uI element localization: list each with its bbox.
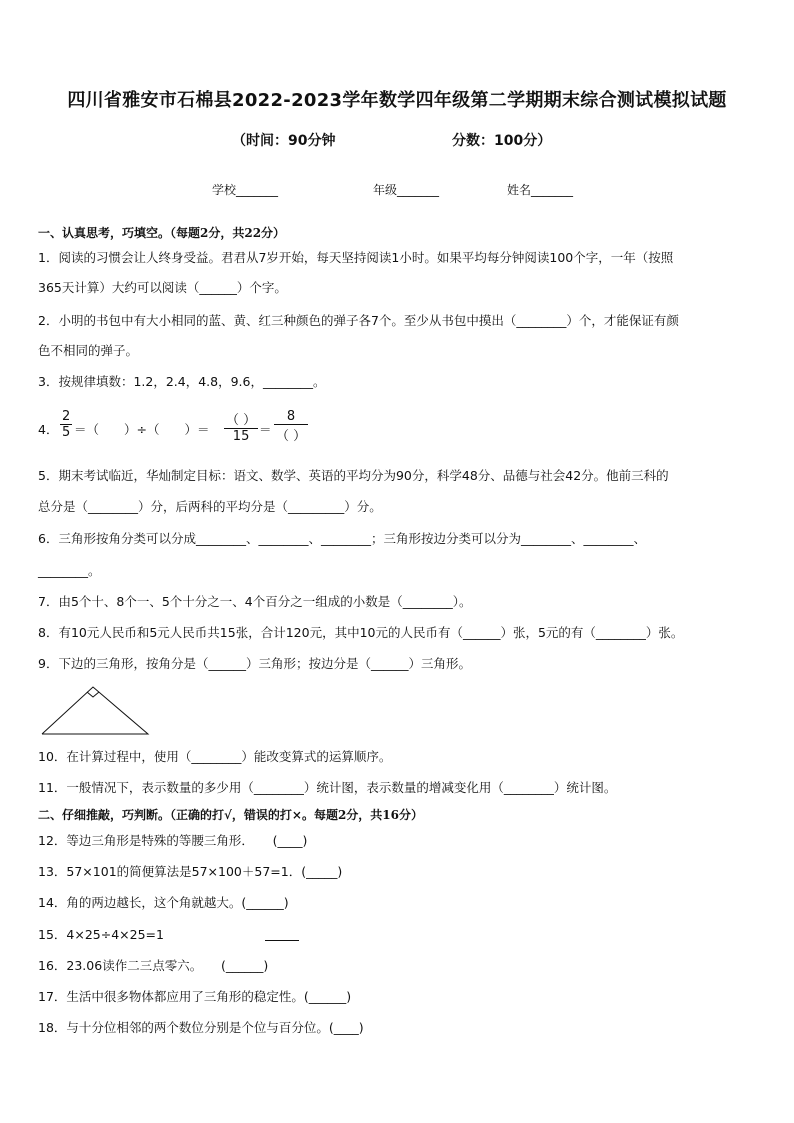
fraction-denominator: 15	[232, 429, 250, 444]
time-label: （时间：90分钟	[232, 133, 336, 149]
question-5-line-2: 总分是（________）分，后两科的平均分是（_________）分。	[38, 499, 382, 514]
school-field: 学校_______	[212, 183, 279, 197]
question-1-line-2: 365天计算）大约可以阅读（______）个字。	[38, 280, 287, 295]
question-16: 16．23.06读作二三点零六。 (______)	[38, 958, 269, 973]
question-4-fraction-1	[60, 409, 72, 440]
question-18: 18．与十分位相邻的两个数位分别是个位与百分位。(____)	[38, 1020, 364, 1035]
page-title: 四川省雅安市石棉县2022-2023学年数学四年级第二学期期末综合测试模拟试题	[67, 90, 727, 111]
question-15-answer-blank	[265, 939, 299, 941]
question-14: 14．角的两边越长，这个角就越大。(______)	[38, 895, 289, 910]
question-2-line-1: 2．小明的书包中有大小相同的蓝、黄、红三种颜色的弹子各7个。至少从书包中摸出（________）个，才能保证有颜	[38, 313, 679, 328]
fraction-denominator: 5	[62, 425, 71, 440]
section-2-heading: 二、仔细推敲，巧判断。（正确的打√，错误的打×。每题2分，共16分）	[38, 808, 423, 822]
question-8: 8．有10元人民币和5元人民币共15张，合计120元，其中10元的人民币有（______）张，5元的有（________）张。	[38, 625, 684, 640]
question-9: 9．下边的三角形，按角分是（______）三角形；按边分是（______）三角形。	[38, 656, 471, 671]
question-6-line-1: 6．三角形按角分类可以分成________、________、________；三角形按边分类可以分为________、________、	[38, 531, 646, 546]
question-10: 10．在计算过程中，使用（________）能改变算式的运算顺序。	[38, 749, 392, 764]
score-label: 分数：100分）	[452, 133, 552, 149]
question-17: 17．生活中很多物体都应用了三角形的稳定性。(______)	[38, 989, 352, 1004]
question-15: 15．4×25÷4×25=1	[38, 927, 164, 942]
name-field: 姓名_______	[507, 183, 574, 197]
question-3: 3．按规律填数：1.2，2.4，4.8，9.6，________。	[38, 374, 326, 389]
question-4-middle: ＝（ ）÷（ ）＝	[74, 422, 210, 437]
question-4-equals: ＝	[259, 422, 272, 437]
fraction-denominator: （ ）	[276, 429, 307, 444]
question-4-number: 4．	[38, 422, 59, 437]
question-12: 12．等边三角形是特殊的等腰三角形． (____)	[38, 833, 308, 848]
fraction-numerator: 8	[274, 409, 308, 425]
question-6-line-2: ________。	[38, 563, 101, 578]
question-13: 13．57×101的简便算法是57×100＋57=1．(_____)	[38, 864, 343, 879]
question-1-line-1: 1．阅读的习惯会让人终身受益。君君从7岁开始，每天坚持阅读1小时。如果平均每分钟阅读100个字，一年（按照	[38, 250, 674, 265]
question-7: 7．由5个十、8个一、5个十分之一、4个百分之一组成的小数是（________）。	[38, 594, 472, 609]
question-11: 11．一般情况下，表示数量的多少用（________）统计图，表示数量的增减变化用（________）统计图。	[38, 780, 617, 795]
triangle-figure	[40, 683, 152, 737]
fraction-numerator: 2	[62, 409, 71, 424]
question-5-line-1: 5．期末考试临近，华灿制定目标：语文、数学、英语的平均分为90分，科学48分、品德与社会42分。他前三科的	[38, 468, 669, 483]
question-2-line-2: 色不相同的弹子。	[38, 343, 139, 358]
fraction-numerator: （ ）	[224, 409, 258, 429]
question-4-fraction-2	[224, 409, 258, 444]
question-4-fraction-3	[274, 409, 308, 444]
section-1-heading: 一、认真思考，巧填空。（每题2分，共22分）	[38, 226, 286, 240]
grade-field: 年级_______	[373, 183, 440, 197]
